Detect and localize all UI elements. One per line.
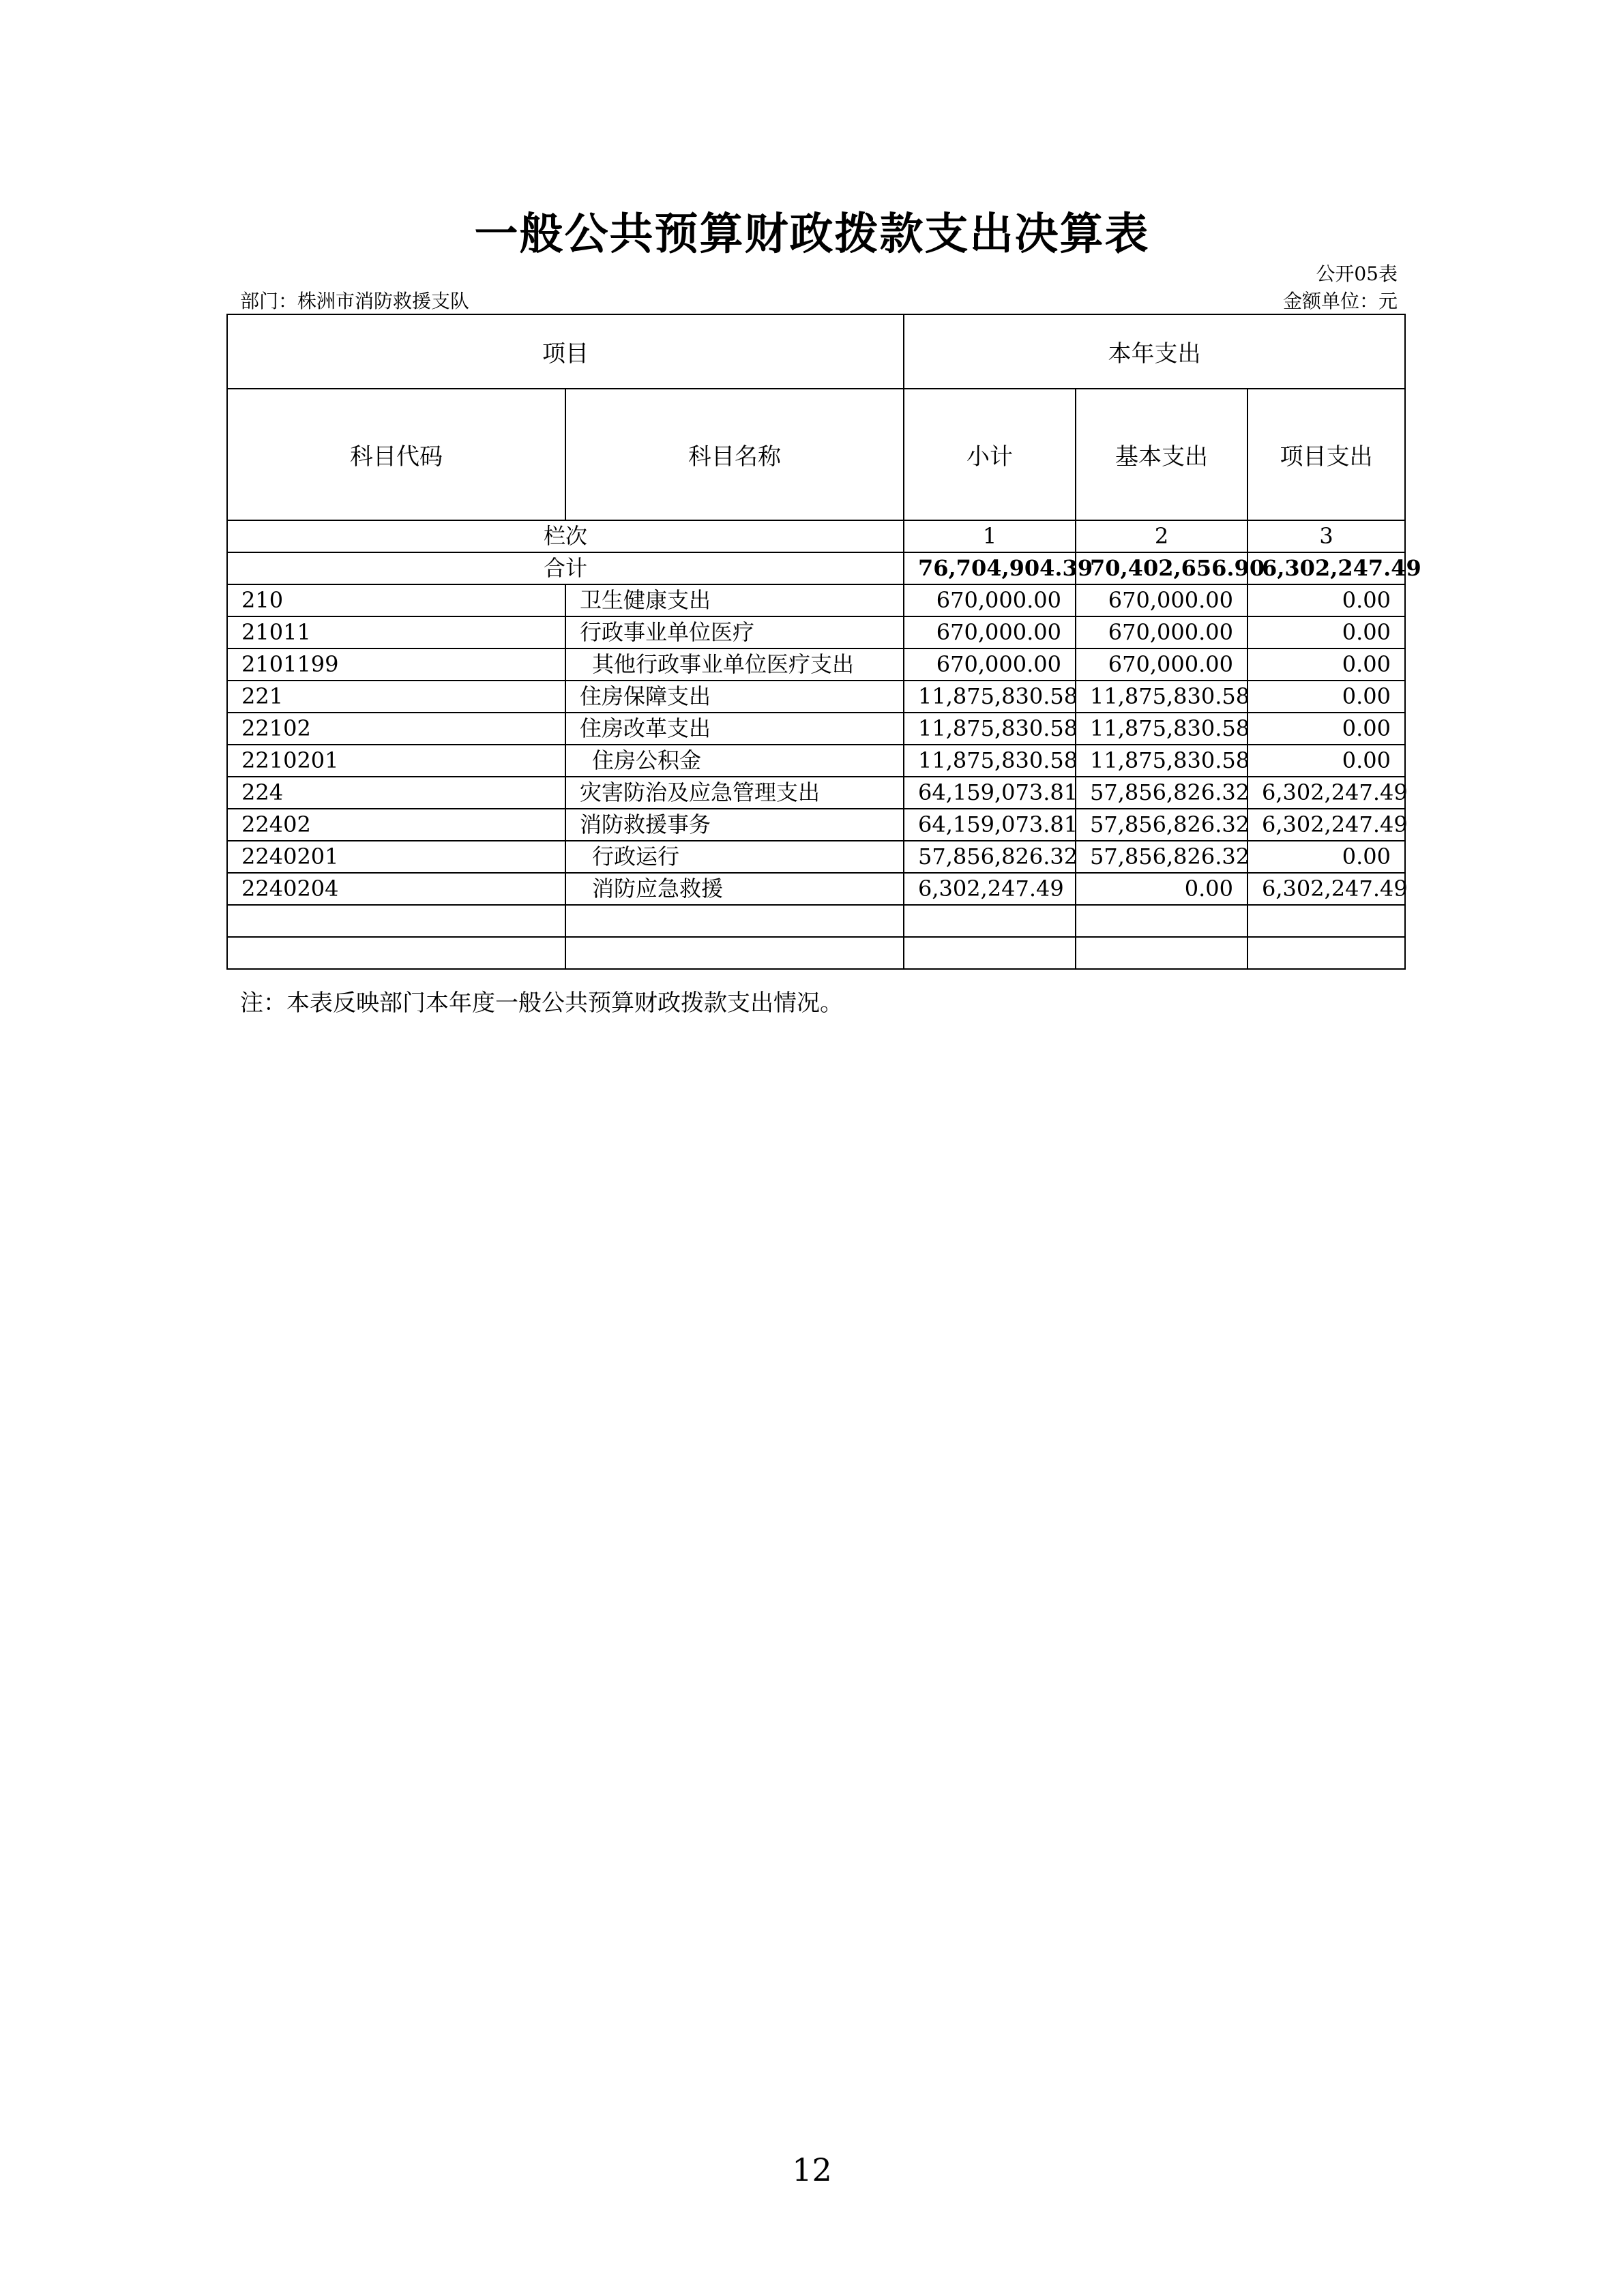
total-basic: 70,402,656.90 <box>1076 552 1247 584</box>
row-basic: 11,875,830.58 <box>1076 681 1247 713</box>
row-basic: 0.00 <box>1076 873 1247 905</box>
row-code: 2240204 <box>227 873 565 905</box>
row-code: 2101199 <box>227 648 565 681</box>
table-row <box>227 841 1405 873</box>
header-project-exp: 项目支出 <box>1247 389 1405 520</box>
row-subtotal: 6,302,247.49 <box>904 873 1076 905</box>
row-project: 0.00 <box>1247 616 1405 648</box>
page-number: 12 <box>792 2151 832 2188</box>
row-basic: 57,856,826.32 <box>1076 777 1247 809</box>
row-name: 住房公积金 <box>565 745 904 777</box>
table-row <box>227 745 1405 777</box>
row-subtotal: 64,159,073.81 <box>904 809 1076 841</box>
total-subtotal: 76,704,904.39 <box>904 552 1076 584</box>
column-index-2: 2 <box>1076 520 1247 552</box>
table-note: 注：本表反映部门本年度一般公共预算财政拨款支出情况。 <box>240 989 843 1017</box>
header-current-year: 本年支出 <box>904 314 1405 389</box>
row-subtotal: 670,000.00 <box>904 584 1076 616</box>
total-label: 合计 <box>227 552 904 584</box>
row-subtotal: 57,856,826.32 <box>904 841 1076 873</box>
row-basic: 11,875,830.58 <box>1076 713 1247 745</box>
row-name: 灾害防治及应急管理支出 <box>565 777 904 809</box>
total-row <box>227 552 1405 584</box>
row-project: 0.00 <box>1247 681 1405 713</box>
row-code: 221 <box>227 681 565 713</box>
column-index-3: 3 <box>1247 520 1405 552</box>
column-index-label: 栏次 <box>227 520 904 552</box>
unit-label: 金额单位：元 <box>1282 290 1398 312</box>
row-basic: 11,875,830.58 <box>1076 745 1247 777</box>
row-name: 住房改革支出 <box>565 713 904 745</box>
total-project: 6,302,247.49 <box>1247 552 1405 584</box>
row-project: 0.00 <box>1247 745 1405 777</box>
column-index-row <box>227 520 1405 552</box>
table-row <box>227 616 1405 648</box>
form-number: 公开05表 <box>1316 263 1398 285</box>
header-subtotal: 小计 <box>904 389 1076 520</box>
row-code: 2240201 <box>227 841 565 873</box>
column-index-1: 1 <box>904 520 1076 552</box>
row-code: 224 <box>227 777 565 809</box>
row-name: 消防应急救援 <box>565 873 904 905</box>
header-name: 科目名称 <box>565 389 904 520</box>
row-code: 22402 <box>227 809 565 841</box>
row-project: 6,302,247.49 <box>1247 873 1405 905</box>
empty-row <box>227 905 1405 937</box>
row-basic: 670,000.00 <box>1076 584 1247 616</box>
row-basic: 57,856,826.32 <box>1076 841 1247 873</box>
row-project: 0.00 <box>1247 713 1405 745</box>
department-label: 部门：株洲市消防救援支队 <box>240 290 470 312</box>
row-project: 0.00 <box>1247 584 1405 616</box>
row-project: 6,302,247.49 <box>1247 809 1405 841</box>
header-project: 项目 <box>227 314 904 389</box>
row-subtotal: 11,875,830.58 <box>904 713 1076 745</box>
row-code: 22102 <box>227 713 565 745</box>
table-row <box>227 648 1405 681</box>
header-row-columns <box>227 389 1405 520</box>
header-basic: 基本支出 <box>1076 389 1247 520</box>
row-code: 2210201 <box>227 745 565 777</box>
table-row <box>227 777 1405 809</box>
row-subtotal: 64,159,073.81 <box>904 777 1076 809</box>
page-title: 一般公共预算财政拨款支出决算表 <box>474 209 1150 260</box>
table-row <box>227 809 1405 841</box>
row-subtotal: 670,000.00 <box>904 616 1076 648</box>
row-basic: 670,000.00 <box>1076 616 1247 648</box>
table-row <box>227 681 1405 713</box>
table-row <box>227 713 1405 745</box>
row-basic: 57,856,826.32 <box>1076 809 1247 841</box>
empty-row <box>227 937 1405 969</box>
row-project: 0.00 <box>1247 648 1405 681</box>
table-row <box>227 873 1405 905</box>
row-project: 0.00 <box>1247 841 1405 873</box>
row-name: 住房保障支出 <box>565 681 904 713</box>
row-name: 卫生健康支出 <box>565 584 904 616</box>
row-subtotal: 11,875,830.58 <box>904 745 1076 777</box>
row-name: 行政事业单位医疗 <box>565 616 904 648</box>
row-subtotal: 11,875,830.58 <box>904 681 1076 713</box>
header-code: 科目代码 <box>227 389 565 520</box>
row-code: 21011 <box>227 616 565 648</box>
row-name: 行政运行 <box>565 841 904 873</box>
row-basic: 670,000.00 <box>1076 648 1247 681</box>
table-row <box>227 584 1405 616</box>
row-project: 6,302,247.49 <box>1247 777 1405 809</box>
row-name: 其他行政事业单位医疗支出 <box>565 648 904 681</box>
row-subtotal: 670,000.00 <box>904 648 1076 681</box>
header-row-top <box>227 314 1405 389</box>
row-code: 210 <box>227 584 565 616</box>
row-name: 消防救援事务 <box>565 809 904 841</box>
expenditure-table <box>226 314 1421 970</box>
